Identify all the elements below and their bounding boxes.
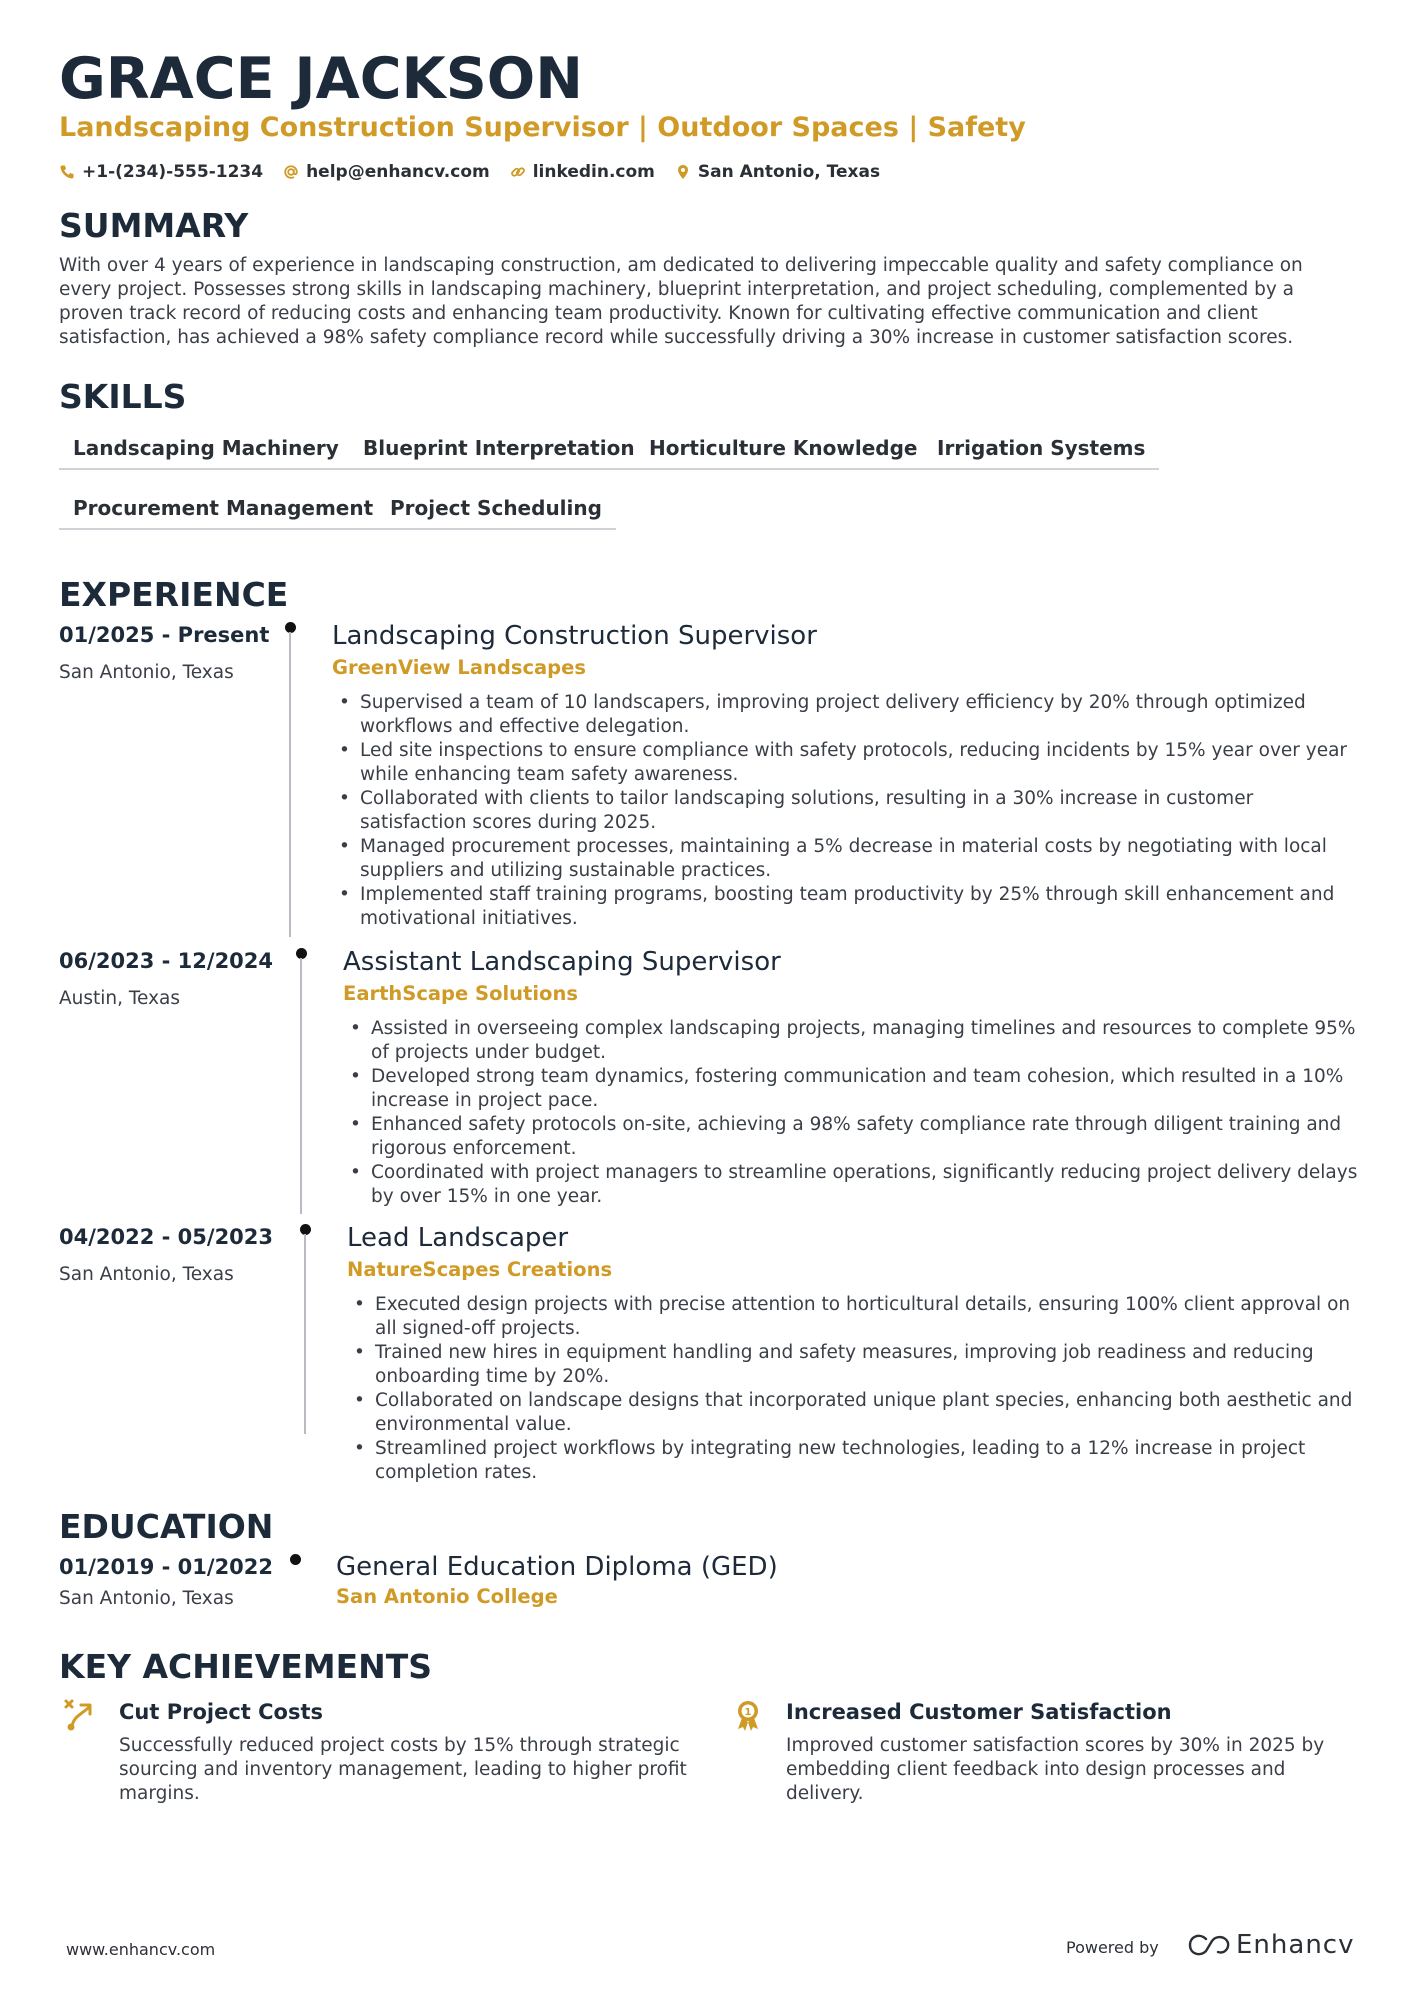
timeline-line — [300, 958, 302, 1214]
education-entry — [336, 1550, 1336, 1610]
education-location: San Antonio, Texas — [59, 1588, 234, 1609]
job-bullets — [343, 1017, 1363, 1209]
job-dates: 04/2022 - 05/2023 — [59, 1225, 274, 1249]
education-school: San Antonio College — [336, 1585, 558, 1608]
education-meta — [59, 1553, 289, 1611]
job-bullet: • Streamlined project workflows by integrating new technologies, leading to a 12% increase in project completion rates. — [347, 1437, 1362, 1485]
job-bullet: • Developed strong team dynamics, fostering communication and team cohesion, which resulted in a 10% increase in project pace. — [343, 1065, 1363, 1113]
timeline-line — [289, 632, 291, 937]
contact-location — [675, 162, 880, 182]
contact-linkedin-text: linkedin.com — [532, 162, 655, 182]
achievement-title: Cut Project Costs — [119, 1700, 324, 1724]
achievement-title: Increased Customer Satisfaction — [786, 1700, 1172, 1724]
candidate-name: GRACE JACKSON — [59, 46, 583, 112]
footer-url[interactable]: www.enhancv.com — [66, 1940, 216, 1959]
job-bullets — [347, 1293, 1362, 1485]
job-bullet: • Trained new hires in equipment handling and safety measures, improving job readiness and reducing onboarding time by 20%. — [347, 1341, 1362, 1389]
job-entry — [332, 619, 1362, 931]
powered-by-label: Powered by — [1066, 1938, 1159, 1957]
summary-text: With over 4 years of experience in landscaping construction, am dedicated to delivering impeccable quality and safety compliance on every project. Possesses strong skills in landscaping machinery, blueprint interpretation, and project scheduling, complemented by a proven track record of reducing costs and enhancing team productivity. Known for cultivating effective communication and client satisfaction, has achieved a 98% safety compliance record while successfully driving a 30% increase in customer satisfaction scores. — [59, 255, 1303, 348]
job-entry — [343, 945, 1363, 1209]
achievements-heading: KEY ACHIEVEMENTS — [59, 1647, 433, 1686]
job-location: Austin, Texas — [59, 988, 181, 1009]
job-meta — [59, 621, 289, 685]
job-role: Lead Landscaper — [347, 1223, 569, 1253]
svg-text:1: 1 — [744, 1707, 752, 1718]
job-role: Assistant Landscaping Supervisor — [343, 947, 781, 977]
job-dates: 01/2025 - Present — [59, 623, 270, 647]
achievement-description: Improved customer satisfaction scores by 30% in 2025 by embedding client feedback into design processes and delivery. — [786, 1735, 1325, 1804]
job-company: NatureScapes Creations — [347, 1258, 613, 1281]
job-meta — [59, 947, 289, 1011]
job-bullet: • Managed procurement processes, maintaining a 5% decrease in material costs by negotiating with local suppliers and utilizing sustainable practices. — [332, 835, 1362, 883]
job-location: San Antonio, Texas — [59, 662, 234, 683]
achievement-description: Successfully reduced project costs by 15% through strategic sourcing and inventory management, leading to higher profit margins. — [119, 1735, 687, 1804]
contact-location-text: San Antonio, Texas — [697, 162, 881, 182]
link-icon — [510, 164, 526, 180]
job-bullet: • Executed design projects with precise attention to horticultural details, ensuring 100% client approval on all signed-off projects. — [347, 1293, 1362, 1341]
achievement-item — [62, 1698, 702, 1818]
achievement-item — [731, 1698, 1371, 1818]
job-bullets — [332, 691, 1362, 931]
location-pin-icon — [675, 164, 691, 180]
contact-bar — [59, 158, 900, 186]
job-dates: 06/2023 - 12/2024 — [59, 949, 274, 973]
contact-phone-text: +1-(234)-555-1234 — [82, 162, 264, 182]
job-bullet: • Collaborated on landscape designs that incorporated unique plant species, enhancing both aesthetic and environmental value. — [347, 1389, 1362, 1437]
timeline-line — [304, 1234, 306, 1434]
strategy-arrow-icon — [62, 1698, 96, 1732]
job-bullet: • Implemented staff training programs, boosting team productivity by 25% through skill enhancement and motivational initiatives. — [332, 883, 1362, 931]
job-role: Landscaping Construction Supervisor — [332, 621, 817, 651]
timeline-dot — [290, 1554, 301, 1565]
job-bullet: • Coordinated with project managers to streamline operations, significantly reducing project delivery delays by over 15% in one year. — [343, 1161, 1363, 1209]
skill-tag: Horticulture Knowledge — [635, 428, 931, 470]
experience-heading: EXPERIENCE — [59, 575, 289, 614]
at-sign-icon — [283, 164, 299, 180]
enhancv-logo-icon — [1188, 1933, 1230, 1957]
skill-tag: Blueprint Interpretation — [349, 428, 649, 470]
job-entry — [347, 1221, 1362, 1485]
skill-tag: Project Scheduling — [376, 488, 616, 530]
job-bullet: • Supervised a team of 10 landscapers, improving project delivery efficiency by 20% through optimized workflows and effective delegation. — [332, 691, 1362, 739]
candidate-headline: Landscaping Construction Supervisor | Outdoor Spaces | Safety — [59, 112, 1026, 143]
education-dates: 01/2019 - 01/2022 — [59, 1555, 274, 1579]
job-meta — [59, 1223, 289, 1287]
job-bullet: • Assisted in overseeing complex landscaping projects, managing timelines and resources to complete 95% of projects under budget. — [343, 1017, 1363, 1065]
skill-tag: Landscaping Machinery — [59, 428, 353, 470]
brand-logo[interactable] — [1188, 1930, 1354, 1960]
job-bullet: • Collaborated with clients to tailor landscaping solutions, resulting in a 30% increase in customer satisfaction scores during 2025. — [332, 787, 1362, 835]
job-company: EarthScape Solutions — [343, 982, 578, 1005]
job-location: San Antonio, Texas — [59, 1264, 234, 1285]
job-bullet: • Enhanced safety protocols on-site, achieving a 98% safety compliance rate through diligent training and rigorous enforcement. — [343, 1113, 1363, 1161]
job-company: GreenView Landscapes — [332, 656, 586, 679]
summary-heading: SUMMARY — [59, 206, 249, 245]
contact-phone[interactable] — [59, 162, 263, 182]
education-degree: General Education Diploma (GED) — [336, 1552, 778, 1582]
contact-email-text: help@enhancv.com — [306, 162, 490, 182]
skill-tag: Irrigation Systems — [923, 428, 1159, 470]
skill-tag: Procurement Management — [59, 488, 387, 530]
education-heading: EDUCATION — [59, 1507, 274, 1546]
phone-icon — [59, 164, 75, 180]
contact-email[interactable] — [283, 162, 490, 182]
brand-name: Enhancv — [1236, 1930, 1355, 1960]
award-ribbon-icon — [731, 1698, 765, 1732]
job-bullet: • Led site inspections to ensure compliance with safety protocols, reducing incidents by 15% year over year while enhancing team safety awareness. — [332, 739, 1362, 787]
skills-heading: SKILLS — [59, 377, 187, 416]
contact-linkedin[interactable] — [510, 162, 655, 182]
